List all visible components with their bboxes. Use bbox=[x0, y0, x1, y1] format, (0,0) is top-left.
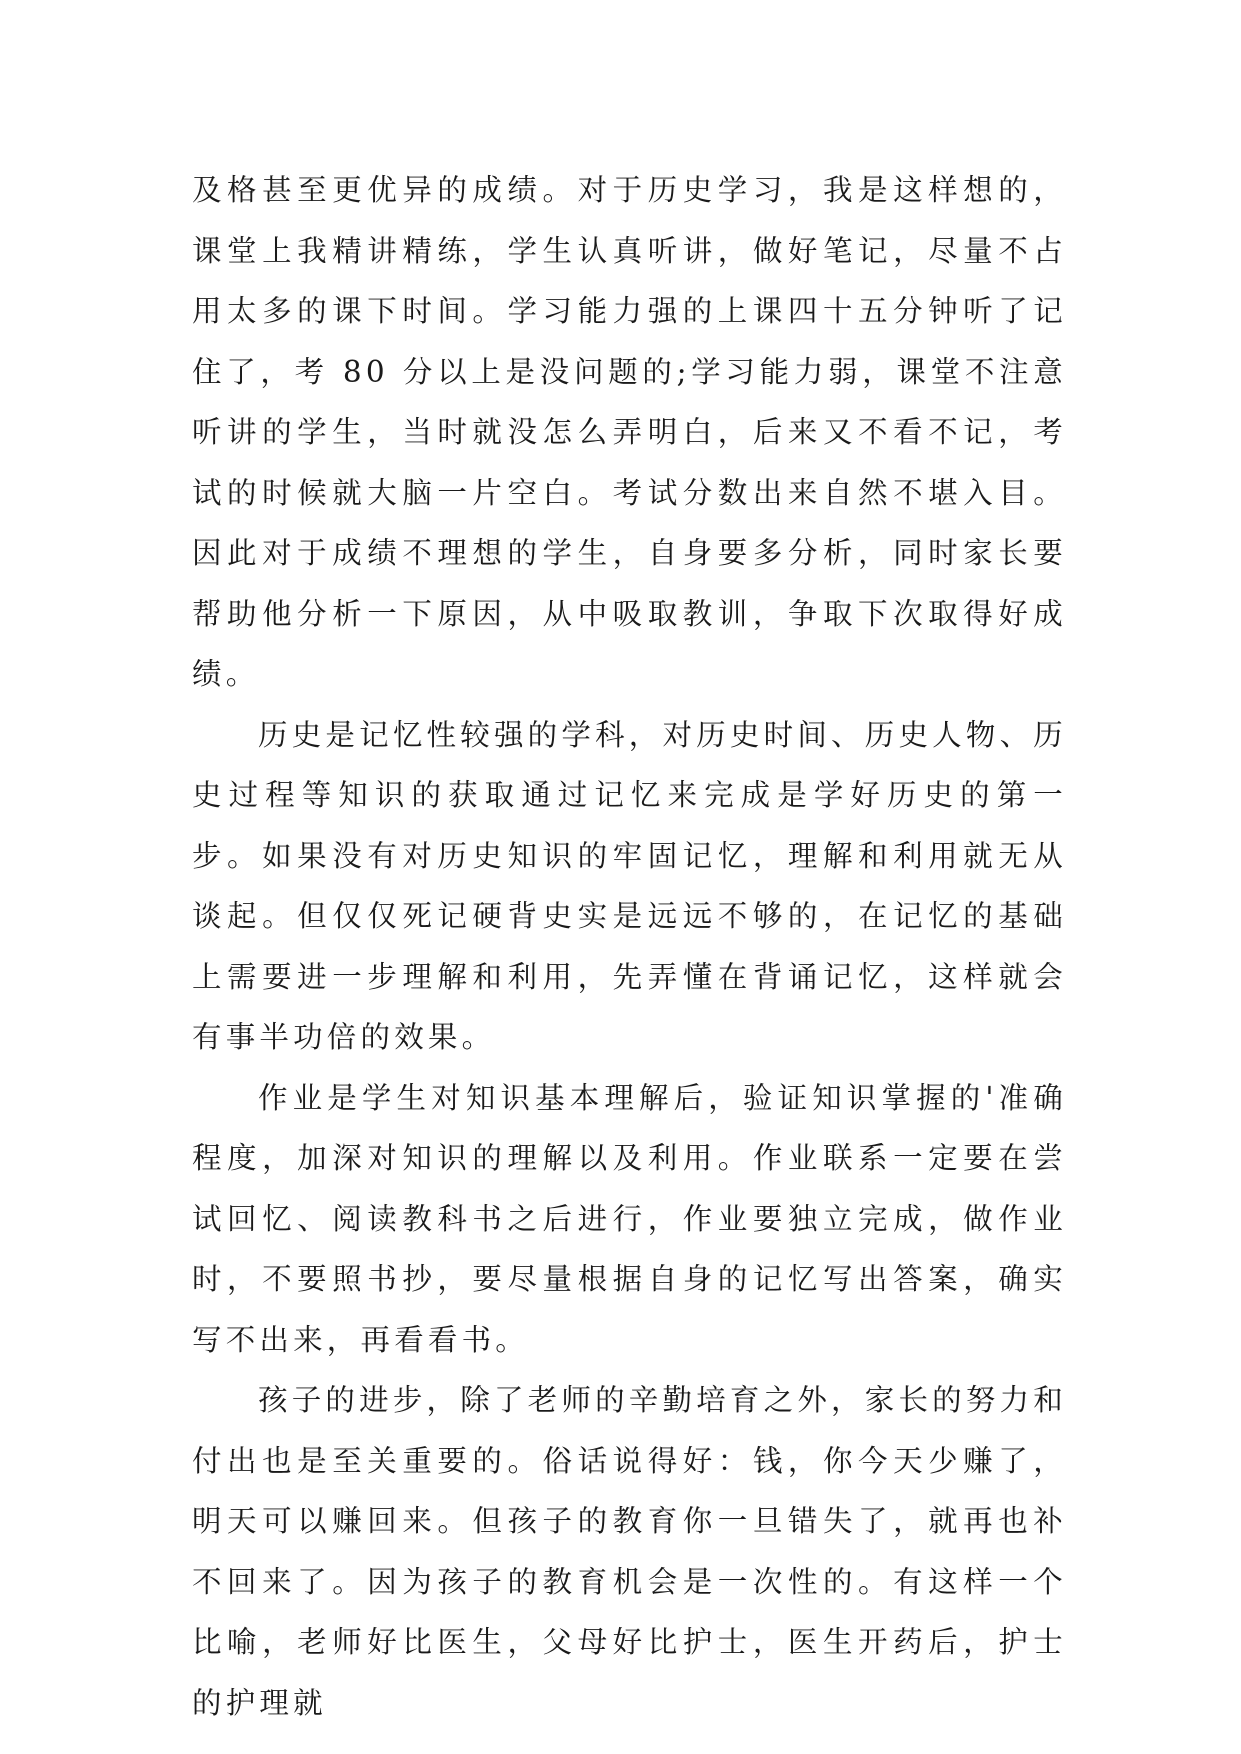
paragraph-continuation: 及格甚至更优异的成绩。对于历史学习，我是这样想的，课堂上我精讲精练，学生认真听讲，做好笔记，尽量不占用太多的课下时间。学习能力强的上课四十五分钟听了记住了，考 80 分以上是没问题的;学习能力弱，课堂不注意听讲的学生，当时就没怎么弄明白，后来又不看不记，考试的时候就大脑一片空白。考试分数出来自然不堪入目。因此对于成绩不理想的学生，自身要多分析，同时家长要帮助他分析一下原因，从中吸取教训，争取下次取得好成绩。 bbox=[192, 173, 1067, 691]
paragraph-parents: 孩子的进步，除了老师的辛勤培育之外，家长的努力和付出也是至关重要的。俗话说得好：钱，你今天少赚了，明天可以赚回来。但孩子的教育你一旦错失了，就再也补不回来了。因为孩子的教育机会是一次性的。有这样一个比喻，老师好比医生，父母好比护士，医生开药后，护士的护理就 bbox=[192, 1383, 1067, 1720]
paragraph-history-memory: 历史是记忆性较强的学科，对历史时间、历史人物、历史过程等知识的获取通过记忆来完成是学好历史的第一步。如果没有对历史知识的牢固记忆，理解和利用就无从谈起。但仅仅死记硬背史实是远远不够的，在记忆的基础上需要进一步理解和利用，先弄懂在背诵记忆，这样就会有事半功倍的效果。 bbox=[192, 717, 1067, 1054]
paragraph-homework: 作业是学生对知识基本理解后，验证知识掌握的'准确程度，加深对知识的理解以及利用。作业联系一定要在尝试回忆、阅读教科书之后进行，作业要独立完成，做作业时，不要照书抄，要尽量根据自身的记忆写出答案，确实写不出来，再看看书。 bbox=[192, 1080, 1067, 1357]
document-page bbox=[192, 160, 1067, 1733]
